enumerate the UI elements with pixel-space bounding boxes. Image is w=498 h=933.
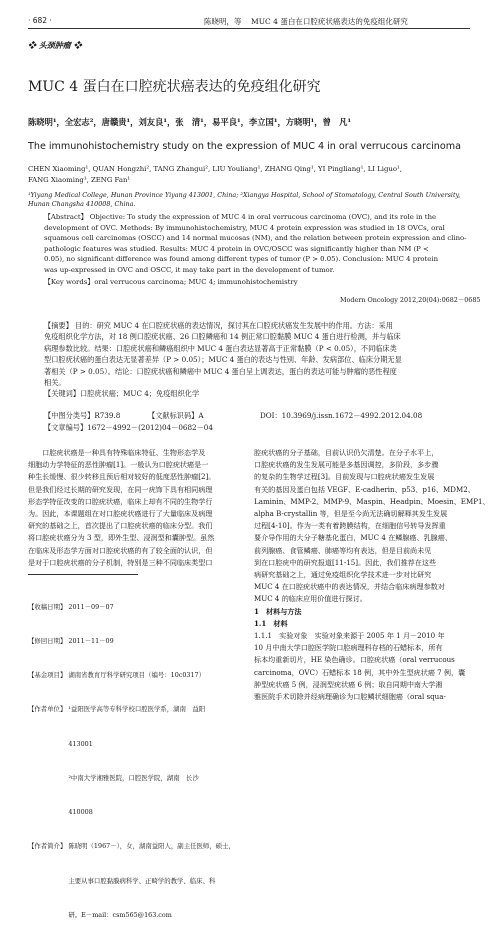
abstract-cn-line: 【摘要】 目的：研究 MUC 4 在口腔疣状癌的表达情况，探讨其在口腔疣状癌发生发展中的作用。方法：采用 <box>44 321 393 330</box>
abstract-en-line: 【Abstract】 Objective: To study the expression of MUC 4 in oral verrucous carcinoma (OVC), and its role in the <box>44 213 437 221</box>
body-line: 前列腺癌、食管鳞癌、肺癌等均有表达，但是目前尚未见 <box>254 545 432 555</box>
footnote-line: 主要从事口腔黏膜病科学、正畸学的教学、临床、科 <box>28 876 216 885</box>
body-line: 雅医院手术切除并经病理确诊为口腔鳞状细胞癌（oral squa- <box>254 692 446 702</box>
subsection-heading: 1.1 材料 <box>254 618 288 628</box>
body-line: 10 月中南大学口腔医学院口腔病理科存档的石蜡标本，所有 <box>254 643 443 653</box>
body-line: alpha B-crystallin 等，但是至今尚无法确切解释其发生发展 <box>254 509 448 519</box>
citation: Modern Oncology 2012,20(04):0682－0685 <box>340 296 481 304</box>
title-cn: MUC 4 蛋白在口腔疣状癌表达的免疫组化研究 <box>28 79 321 95</box>
body-left <box>28 447 248 569</box>
affiliation-line: ¹Yiyang Medical College, Hunan Province Yiyang 413001, China; ²Xiangya Hospital, School of Stomatology, Central South University, <box>28 191 461 199</box>
clc: 【中图分类号】R739.8 <box>44 411 121 420</box>
body-line: 种生长缓慢、很少转移且预后相对较好的低度恶性肿瘤[2]。 <box>28 472 216 482</box>
abstract-en <box>44 212 474 287</box>
keywords-cn: 【关键词】口腔疣状癌；MUC 4；免疫组织化学 <box>44 389 200 399</box>
abstract-en-line: pathologic features was studied. Results: MUC 4 protein in OVC/OSCC was significantly higher than NM (P < <box>44 244 429 253</box>
body-line: MUC 4 在口腔疣状癌中的表达情况，并结合临床病理参数对 <box>254 582 445 592</box>
abstract-cn <box>44 320 476 400</box>
body-line: 是对于口腔疣状癌的分子机制，特别是三种不同临床类型口 <box>28 557 213 567</box>
title-en: The immunohistochemistry study on the expression of MUC 4 in oral verrucous carcinoma <box>28 141 461 152</box>
body-right <box>254 447 490 703</box>
body-line: 细胞动力学特征的恶性肿瘤[1]。一般认为口腔疣状癌是一 <box>28 460 209 470</box>
body-line: 到在口腔疣中的研究报道[11-15]。因此，我们推荐在这些 <box>254 557 437 567</box>
body-line: 但是我们经过长期的研究发现，在同一疣饰下具有相同病理 <box>28 484 213 494</box>
section-heading: 1 材料与方法 <box>254 606 302 616</box>
footnote-line: 研。E－mail：csm565@163.com <box>28 910 172 919</box>
authors-cn: 陈晓明¹，全宏志²，唐赣贵¹，刘友良¹，张 清¹，易平良¹，李立国¹，方晓明¹，曾 凡¹ <box>28 117 352 127</box>
doc-code: 【文献标识码】A <box>148 411 204 420</box>
footnote-rule <box>28 574 138 575</box>
footnote-line: 413001 <box>28 739 93 748</box>
body-line: 标本均重新切片，HE 染色确诊。口腔疣状癌（oral verrucous <box>254 655 455 665</box>
body-line: 腔疣状癌的分子基础，目前认识仍欠清楚。在分子水平上， <box>254 448 439 457</box>
body-line: carcinoma，OVC）石蜡标本 18 例，其中外生型疣状癌 7 例，囊 <box>254 667 466 677</box>
page-number: · 682 · <box>28 16 52 25</box>
footnotes <box>28 579 250 933</box>
header-rule <box>28 28 470 29</box>
body-line: 的复杂的生物学过程[3]。目前发现与口腔疣状癌发生发展 <box>254 472 435 482</box>
footnote-line: 【作者简介】 陈晓明（1967－），女，湖南益阳人，副主任医师，硕士， <box>28 842 235 851</box>
affiliations-en <box>28 191 460 209</box>
affiliation-line: Hunan Changsha 410008, China. <box>28 200 136 209</box>
abstract-cn-line: 免疫组织化学方法，对 18 例口腔疣状癌、26 口腔鳞癌和 14 例正常口腔黏膜 MUC 4 蛋白进行检测，并与临床 <box>44 332 401 342</box>
body-line: 为。因此，本课题组在对口腔疣状癌进行了大量临床及病理 <box>28 509 213 519</box>
abstract-en-line: 0.05), no significant difference was found among different types of tumor (P > 0.05). Conclusion: MUC 4 protein <box>44 255 439 264</box>
body-line: 形态学特征改变的口腔疣状癌，临床上却有不同的生物学行 <box>28 496 213 506</box>
authors-en-line: CHEN Xiaoming¹, QUAN Hongzhi², TANG Zhangui², LIU Youliang¹, ZHANG Qing¹, YI Pingliang¹, LI Liguo¹, <box>28 165 402 173</box>
authors-en <box>28 164 402 185</box>
abstract-cn-line: 著相关（P > 0.05）。结论：口腔疣状癌和鳞癌中 MUC 4 蛋白呈上调表达，蛋白的表达可能与肿瘤的恶性程度 <box>44 366 397 376</box>
body-line: 有关的基因及蛋白包括 VEGF、E-cadherin、p53、p16、MDM2、 <box>254 484 475 494</box>
footnote-line: 【基金项目】 湖南省教育厅科学研究项目（编号：10c0317） <box>28 671 205 680</box>
body-line: 1.1.1 实验对象 实验对象来源于 2005 年 1 月－2010 年 <box>254 631 445 641</box>
body-line: 口腔疣状癌是一种具有特殊临床特征、生物形态学及 <box>28 448 206 457</box>
body-line: 要介导作用的大分子糖基化蛋白，MUC 4 在鳞腺癌、乳腺癌、 <box>254 533 452 543</box>
running-title: 陈晓明，等 MUC 4 蛋白在口腔疣状癌表达的免疫组化研究 <box>204 17 408 26</box>
abstract-cn-line: 型口腔疣状癌的蛋白表达无显著差异（P > 0.05）；MUC 4 蛋白的表达与性别、年龄、发病部位、临床分期无显 <box>44 355 402 365</box>
section-tag: ❖ 头颈肿瘤 ❖ <box>28 40 82 50</box>
body-line: 肿型疣状癌 5 例，浸润型疣状癌 6 例；取自同期中南大学湘 <box>254 679 443 689</box>
abstract-cn-line: 相关。 <box>44 378 66 388</box>
authors-en-line: FANG Xiaoming¹, ZENG Fan¹ <box>28 175 131 184</box>
footnote-line: 410008 <box>28 808 93 817</box>
keywords-en: 【Key words】oral verrucous carcinoma; MUC 4; immunohistochemistry <box>44 277 298 286</box>
body-line: 将口腔疣状癌分为 3 型，即外生型、浸润型和囊肿型。虽然 <box>28 533 215 543</box>
body-line: 过程[4-10]。作为一类有着跨膜结构，在细胞信号转导发挥重 <box>254 521 446 531</box>
footnote-line: 【修回日期】 2011－11－09 <box>28 637 114 646</box>
footnote-line: 【作者单位】 ¹益阳医学高等专科学校口腔医学系，湖南 益阳 <box>28 705 206 714</box>
abstract-cn-line: 病理参数比较。结果：口腔疣状癌和鳞癌组织中 MUC 4 蛋白表达显著高于正常黏膜（P < 0.05），不同临床类 <box>44 343 397 353</box>
footnote-line: ²中南大学湘雅医院，口腔医学院，湖南 长沙 <box>28 773 199 782</box>
body-line: Laminin、MMP-2、MMP-9、Maspin、Headpin、Moesin、EMP1、 <box>254 496 490 506</box>
body-line: 口腔疣状癌的发生发展可能是多基因调控，多阶段，多步骤 <box>254 460 439 470</box>
article-no: 【文章编号】1672－4992－(2012)04－0682－04 <box>44 423 213 432</box>
body-line: MUC 4 的临床应用价值进行探讨。 <box>254 594 367 604</box>
body-line: 研究的基础之上，首次提出了口腔疣状癌的临床分型。我们 <box>28 521 213 531</box>
abstract-en-line: development of OVC. Methods: By immunohistochemistry, MUC 4 protein expression was studied in 18 OVCs, oral <box>44 223 445 232</box>
abstract-en-line: squamous cell carcinomas (OSCC) and 14 normal mucosas (NM), and the relation between protein expression and clino- <box>44 234 467 243</box>
body-line: 在临床及形态学方面对口腔疣状癌的有了较全面的认识，但 <box>28 545 213 555</box>
footnote-line: 【收稿日期】 2011－09－07 <box>28 602 114 611</box>
body-line: 病研究基础之上，通过免疫组织化学技术进一步对比研究 <box>254 570 432 580</box>
doi: DOI：10.3969/j.issn.1672－4992.2012.04.08 <box>260 411 423 420</box>
abstract-en-line: was up-expressed in OVC and OSCC, it may take part in the development of tumor. <box>44 265 335 274</box>
